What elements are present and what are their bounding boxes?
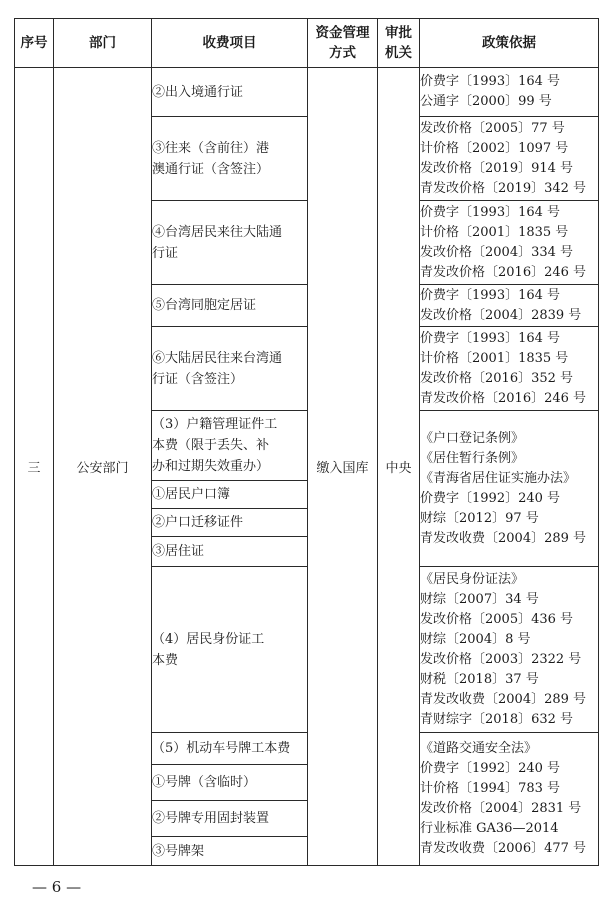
item-cell — [152, 801, 308, 837]
item-cell — [152, 837, 308, 866]
policy-line: 财综〔2012〕97 号 — [420, 510, 539, 526]
policy-line: 价费字〔1993〕164 号 — [420, 287, 561, 303]
header-approve — [378, 19, 420, 68]
page-number: — 6 — — [32, 878, 82, 896]
policy-line: 行业标准 GA36—2014 — [420, 821, 559, 836]
policy-line: 青发改价格〔2016〕246 号 — [420, 390, 587, 406]
policy-cell — [420, 68, 599, 117]
policy-line: 计价格〔2001〕1835 号 — [420, 224, 569, 240]
item-line: ②出入境通行证 — [152, 84, 244, 100]
policy-line: 价费字〔1992〕240 号 — [420, 490, 561, 506]
item-cell — [152, 68, 308, 117]
header-dept: 部门 — [54, 19, 152, 68]
item-line: 行证（含签注） — [152, 371, 244, 387]
item-cell — [152, 201, 308, 285]
item-line: ⑥大陆居民往来台湾通 — [152, 350, 283, 366]
approve-cell: 中央 — [378, 68, 420, 866]
item-line: 行证 — [152, 245, 179, 261]
item-line: （5）机动车号牌工本费 — [152, 741, 291, 756]
item-cell — [152, 509, 308, 537]
policy-line: 青发改收费〔2004〕289 号 — [420, 530, 587, 546]
header-item: 收费项目 — [152, 19, 308, 68]
policy-cell — [420, 411, 599, 567]
header-approve-line: 机关 — [385, 45, 412, 61]
policy-line: 发改价格〔2004〕334 号 — [420, 244, 574, 260]
policy-line: 计价格〔1994〕783 号 — [420, 781, 561, 796]
policy-cell — [420, 327, 599, 411]
policy-line: 价费字〔1992〕240 号 — [420, 761, 561, 776]
policy-line: 发改价格〔2005〕436 号 — [420, 611, 574, 627]
item-line: ③号牌架 — [152, 843, 205, 859]
policy-line: 青发改价格〔2016〕246 号 — [420, 264, 587, 280]
policy-line: 财综〔2004〕8 号 — [420, 631, 531, 647]
item-cell — [152, 327, 308, 411]
policy-line: 公通字〔2000〕99 号 — [420, 94, 552, 109]
item-cell — [152, 411, 308, 481]
item-cell — [152, 117, 308, 201]
policy-line: 《居住暂行条例》 — [420, 450, 525, 466]
item-line: （4）居民身份证工 — [152, 631, 265, 647]
policy-line: 发改价格〔2004〕2839 号 — [420, 307, 582, 323]
item-line: 办和过期失效重办） — [152, 459, 270, 474]
policy-line: 发改价格〔2019〕914 号 — [420, 160, 574, 176]
header-policy: 政策依据 — [420, 19, 599, 68]
item-line: ①居民户口簿 — [152, 487, 231, 502]
fee-table — [14, 18, 599, 866]
policy-line: 发改价格〔2016〕352 号 — [420, 370, 574, 386]
policy-cell — [420, 117, 599, 201]
fund-cell: 缴入国库 — [308, 68, 378, 866]
item-cell — [152, 765, 308, 801]
item-cell — [152, 567, 308, 733]
item-cell — [152, 733, 308, 765]
header-fund-line: 方式 — [329, 45, 356, 61]
item-line: 本费（限于丢失、补 — [152, 438, 270, 453]
policy-line: 财综〔2007〕34 号 — [420, 591, 539, 607]
dept-cell: 公安部门 — [54, 68, 152, 866]
policy-line: 《户口登记条例》 — [420, 430, 525, 446]
item-line: ③居住证 — [152, 544, 205, 559]
item-line: 本费 — [152, 652, 179, 668]
policy-cell — [420, 201, 599, 285]
header-fund-line: 资金管理 — [315, 25, 370, 41]
item-line: ②户口迁移证件 — [152, 515, 244, 530]
policy-line: 青发改收费〔2006〕477 号 — [420, 841, 587, 856]
policy-line: 发改价格〔2004〕2831 号 — [420, 801, 582, 816]
item-cell — [152, 285, 308, 327]
item-line: （3）户籍管理证件工 — [152, 417, 278, 432]
table-row — [15, 68, 599, 117]
policy-line: 发改价格〔2005〕77 号 — [420, 120, 565, 136]
policy-line: 《道路交通安全法》 — [420, 741, 538, 756]
header-fund — [308, 19, 378, 68]
policy-line: 青财综字〔2018〕632 号 — [420, 711, 574, 727]
policy-line: 发改价格〔2003〕2322 号 — [420, 651, 582, 667]
table-header-row — [15, 19, 599, 68]
item-cell — [152, 481, 308, 509]
item-line: ②号牌专用固封装置 — [152, 811, 270, 826]
item-line: ⑤台湾同胞定居证 — [152, 298, 257, 313]
header-approve-line: 审批 — [385, 25, 412, 41]
header-seq: 序号 — [15, 19, 54, 68]
seq-cell: 三 — [15, 68, 54, 866]
policy-line: 计价格〔2002〕1097 号 — [420, 140, 569, 156]
policy-line: 《居民身份证法》 — [420, 571, 525, 587]
policy-line: 价费字〔1993〕164 号 — [420, 204, 561, 220]
policy-line: 青发改收费〔2004〕289 号 — [420, 691, 587, 707]
policy-line: 价费字〔1993〕164 号 — [420, 330, 561, 346]
policy-line: 计价格〔2001〕1835 号 — [420, 350, 569, 366]
policy-line: 《青海省居住证实施办法》 — [420, 470, 577, 486]
policy-line: 青发改价格〔2019〕342 号 — [420, 180, 587, 196]
item-line: 澳通行证（含签注） — [152, 161, 270, 177]
policy-cell — [420, 285, 599, 327]
policy-line: 价费字〔1993〕164 号 — [420, 74, 561, 89]
policy-line: 财税〔2018〕37 号 — [420, 671, 539, 687]
item-line: ①号牌（含临时） — [152, 775, 257, 790]
item-cell — [152, 537, 308, 567]
policy-cell — [420, 733, 599, 866]
policy-cell — [420, 567, 599, 733]
item-line: ③往来（含前往）港 — [152, 140, 270, 156]
item-line: ④台湾居民来往大陆通 — [152, 224, 283, 240]
